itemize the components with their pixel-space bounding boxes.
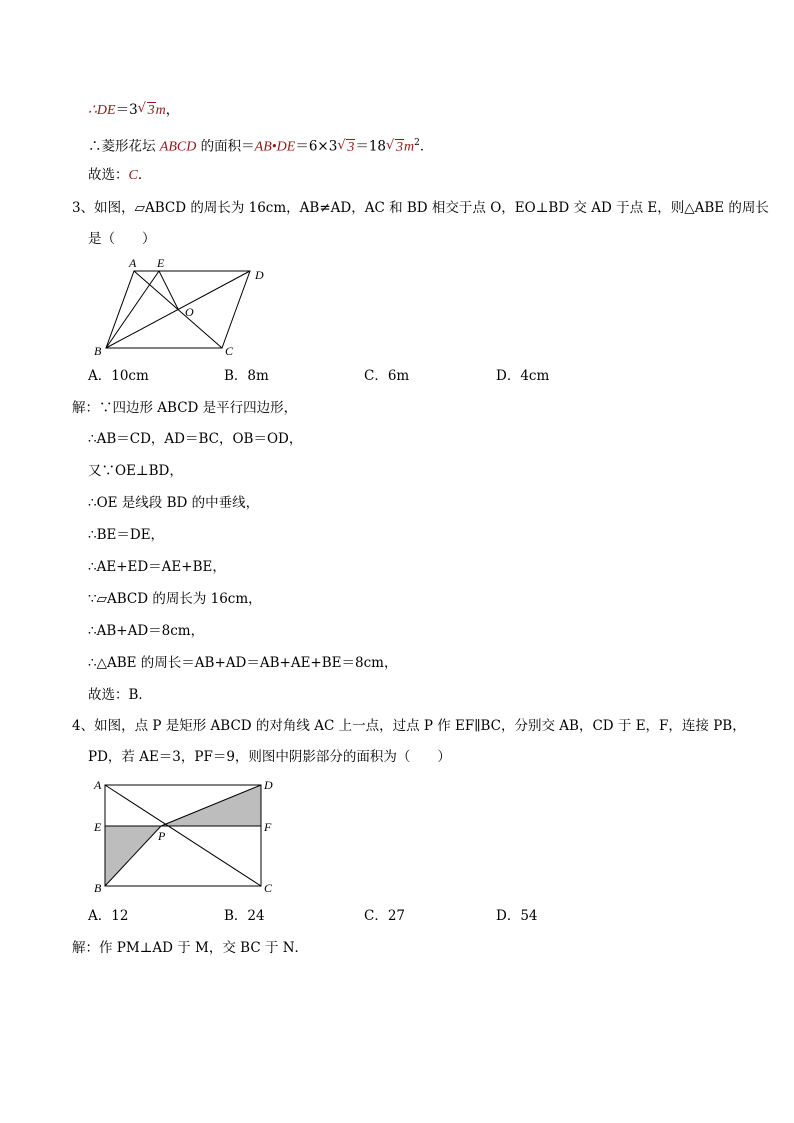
- q3-solution-line-4: ∴OE 是线段 BD 的中垂线，: [88, 495, 260, 511]
- q4-stem-line-2: PD，若 AE＝3，PF＝9，则图中阴影部分的面积为（ ）: [88, 749, 451, 765]
- q3-solution-line-10: 故选：B．: [88, 687, 152, 703]
- q3-label-b: B: [94, 344, 102, 358]
- q3-label-a: A: [129, 256, 137, 270]
- q3-solution-line-9: ∴△ABE 的周长＝AB+AD＝AB+AE+BE＝8cm，: [88, 655, 398, 671]
- q4-label-p: P: [158, 829, 166, 843]
- q3-solution-line-8: ∴AB+AD＝8cm，: [88, 623, 205, 639]
- prev-solution-line-1: ∴DE＝3 √ 3m，: [88, 101, 180, 118]
- q4-label-f: F: [264, 820, 272, 834]
- prev-solution-line-3: 故选：C．: [88, 167, 152, 183]
- q3-option-d: D．4cm: [496, 368, 550, 384]
- q4-rectangle-figure: [88, 773, 288, 898]
- q3-solution-line-3: 又∵OE⊥BD，: [88, 463, 183, 479]
- q3-solution-line-2: ∴AB＝CD，AD＝BC，OB＝OD，: [88, 431, 303, 447]
- q3-option-b: B．8m: [224, 368, 269, 384]
- q4-label-c: C: [264, 881, 273, 895]
- q3-segment-be: [106, 271, 159, 348]
- prev-solution-line-2: ∴菱形花坛 ABCD 的面积＝AB•DE＝6×3 √ 3＝18 √ $3m^2$．: [88, 137, 434, 155]
- q3-label-c: C: [225, 344, 234, 358]
- q4-label-d: D: [264, 778, 273, 792]
- q3-label-d: D: [255, 268, 264, 282]
- q3-diagonal-bd: [106, 271, 250, 348]
- q3-option-a: A．10cm: [88, 368, 149, 384]
- q3-solution-line-1: 解：∵四边形 ABCD 是平行四边形，: [72, 400, 298, 416]
- q4-solution-line-1: 解：作 PM⊥AD 于 M，交 BC 于 N．: [72, 940, 309, 956]
- q3-stem-line-1: 3、如图，▱ABCD 的周长为 16cm，AB≠AD，AC 和 BD 相交于点 O，EO⊥BD 交 AD 于点 E，则△ABE 的周长: [72, 200, 769, 216]
- q4-option-d: D．54: [496, 908, 538, 924]
- q4-label-b: B: [94, 881, 102, 895]
- q3-option-c: C．6m: [364, 368, 410, 384]
- q3-solution-line-5: ∴BE＝DE，: [88, 527, 165, 543]
- q3-solution-line-6: ∴AE+ED＝AE+BE，: [88, 559, 226, 575]
- q4-stem-line-1: 4、如图，点 P 是矩形 ABCD 的对角线 AC 上一点，过点 P 作 EF∥BC，分别交 AB，CD 于 E，F，连接 PB，: [72, 718, 746, 734]
- q3-label-o: O: [185, 305, 194, 319]
- q3-segment-eo: [159, 271, 178, 309]
- q4-option-c: C．27: [364, 908, 406, 924]
- q3-solution-line-7: ∵▱ABCD 的周长为 16cm，: [88, 591, 262, 607]
- q3-parallelogram-figure: [88, 253, 278, 363]
- q3-label-e: E: [157, 256, 165, 270]
- q4-option-b: B．24: [224, 908, 265, 924]
- q4-label-e: E: [94, 820, 102, 834]
- q4-label-a: A: [94, 778, 102, 792]
- q4-option-a: A．12: [88, 908, 129, 924]
- q3-stem-line-2: 是（ ）: [88, 231, 156, 247]
